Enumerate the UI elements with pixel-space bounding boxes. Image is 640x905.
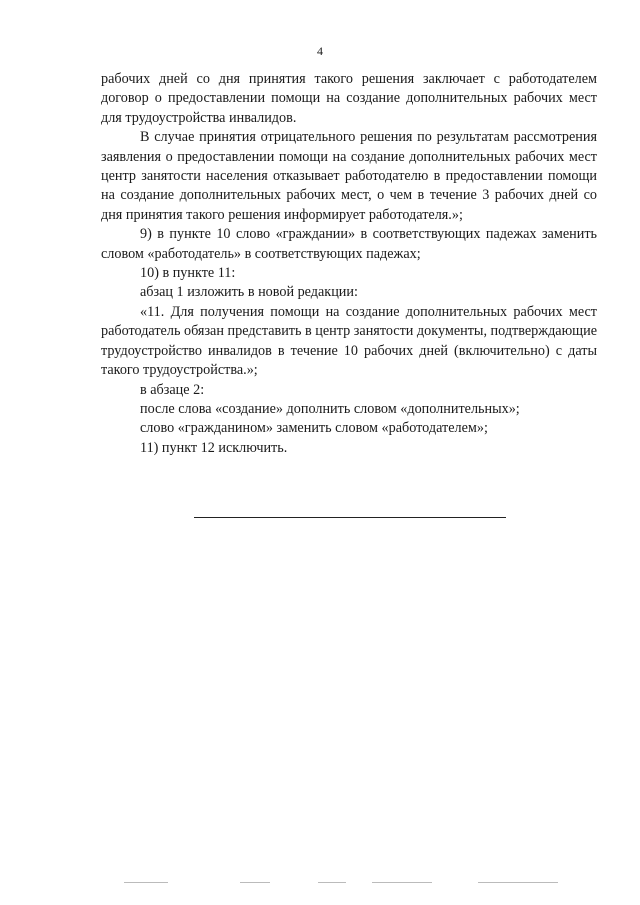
paragraph: в абзаце 2: [140,381,205,398]
scan-artifact [124,882,168,883]
scan-artifact [240,882,270,883]
paragraph: В случае принятия отрицательного решения по результатам рассмотрения заявления о предоставлении помощи на создание дополнительных рабочих мест центр занятости населения отказывает работодателю в предоставлении помощи на создание дополнительных рабочих мест, о чем в течение 3 рабочих дней со дня принятия такого решения информирует работодателя.»; [101,129,597,223]
paragraph: после слова «создание» дополнить словом «дополнительных»; [140,400,520,417]
scan-artifact [318,882,346,883]
paragraph: 10) в пункте 11: [140,265,236,282]
page-number: 4 [317,44,323,58]
paragraph: слово «гражданином» заменить словом «работодателем»; [140,420,488,437]
scan-artifact [478,882,558,883]
scan-artifact [372,882,432,883]
paragraph: абзац 1 изложить в новой редакции: [140,284,358,301]
end-separator-line [194,517,506,518]
paragraph: рабочих дней со дня принятия такого решения заключает с работодателем договор о предоставлении помощи на создание дополнительных рабочих мест для трудоустройства инвалидов. [101,71,597,126]
paragraph: «11. Для получения помощи на создание дополнительных рабочих мест работодатель обязан представить в центр занятости документы, подтверждающие трудоустройство инвалидов в течение 10 рабочих дней (включительно) с даты такого трудоустройства.»; [101,303,597,379]
paragraph: 9) в пункте 10 слово «граждании» в соответствующих падежах заменить словом «работодатель» в соответствующих падежах; [101,226,597,262]
paragraph: 11) пункт 12 исключить. [140,439,288,456]
document-body [101,70,597,458]
